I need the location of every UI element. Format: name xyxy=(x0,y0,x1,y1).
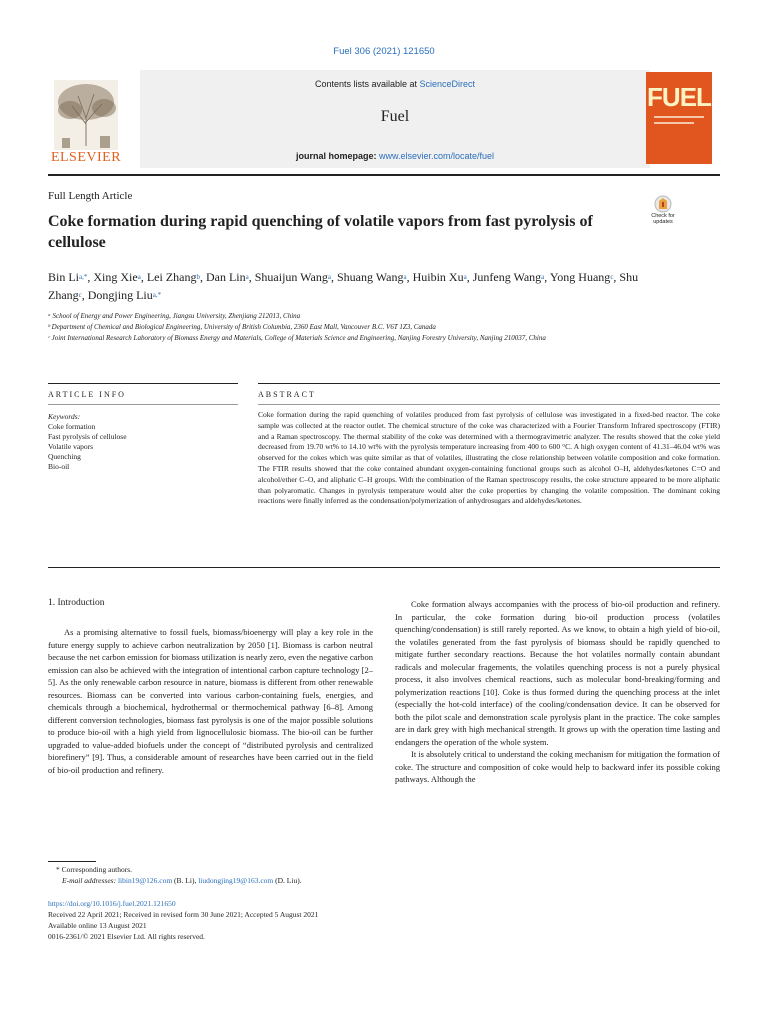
affiliation: ᶜ Joint International Research Laboratory of Biomass Energy and Materials, College of Materials Science and Engineering, Nanjing Forestry University, Nanjing 210037, China xyxy=(48,334,546,342)
keyword: Quenching xyxy=(48,452,81,461)
elsevier-wordmark: ELSEVIER xyxy=(50,150,122,165)
publication-info xyxy=(48,898,720,942)
keywords-label: Keywords: xyxy=(48,412,81,421)
author-affiliation-marker[interactable]: b xyxy=(196,273,200,281)
author-name: Shuang Wang xyxy=(337,270,404,284)
author-name: Dan Lin xyxy=(205,270,246,284)
affiliation: ᵇ Department of Chemical and Biological Engineering, University of British Columbia, 2360 East Mall, Vancouver B.C. V6T 1Z3, Canada xyxy=(48,323,436,331)
author-name: Lei Zhang xyxy=(146,270,197,284)
footnotes xyxy=(48,864,720,886)
cover-title: FUEL xyxy=(647,82,711,112)
homepage-line: journal homepage: www.elsevier.com/locate/fuel xyxy=(295,151,495,161)
author-affiliation-marker[interactable]: a,* xyxy=(79,273,88,281)
section-heading-introduction: 1. Introduction xyxy=(48,598,105,608)
affiliations xyxy=(48,311,648,344)
doi-link[interactable]: https://doi.org/10.1016/j.fuel.2021.121650 xyxy=(48,899,176,908)
keyword: Bio-oil xyxy=(48,462,70,471)
article-title: Coke formation during rapid quenching of volatile vapors from fast pyrolysis of cellulose xyxy=(48,213,593,251)
journal-banner xyxy=(140,70,650,168)
cover-stripe xyxy=(654,122,694,124)
keyword: Fast pyrolysis of cellulose xyxy=(48,432,127,441)
journal-cover[interactable] xyxy=(646,72,712,164)
keywords-block xyxy=(48,412,238,472)
author[interactable] xyxy=(550,270,614,284)
author[interactable] xyxy=(413,270,467,284)
received-dates: Received 22 April 2021; Received in revised form 30 June 2021; Accepted 5 August 2021 xyxy=(48,910,319,919)
divider xyxy=(48,567,720,568)
email-line: E-mail addresses: libin19@126.com (B. Li), liudongjing19@163.com (D. Liu). xyxy=(62,876,302,885)
journal-citation[interactable]: Fuel 306 (2021) 121650 xyxy=(333,46,435,57)
author-list: Bin $Li^{a,*}$, Xing Xie$^a$, Lei Zhang$^b$, Dan Lin$^a$, Shuaijun Wang$^a$, Shuang Wang$^a$, Huibin Xu$^a$, Junfeng Wang$^a$, Yong Huang$^c$, Shu Zhang$^c$, Dongjing Liu$^{a,*}$ xyxy=(48,270,639,302)
author-name: Dongjing Liu xyxy=(87,288,153,302)
affiliation: ᵃ School of Energy and Power Engineering, Jiangsu University, Zhenjiang 212013, China xyxy=(48,312,301,320)
author-affiliation-marker[interactable]: c xyxy=(610,273,614,281)
masthead xyxy=(48,70,720,170)
author-name: Shuaijun Wang xyxy=(254,270,328,284)
check-for-updates-button[interactable]: Check for updates xyxy=(646,195,680,231)
divider xyxy=(258,404,720,405)
author-name: Shu Zhang xyxy=(48,270,639,302)
cover-stripe xyxy=(654,116,704,118)
abstract-heading: ABSTRACT xyxy=(258,390,316,399)
author-affiliation-marker[interactable]: c xyxy=(78,291,82,299)
body-column-right xyxy=(395,598,720,786)
author[interactable] xyxy=(255,270,331,284)
article-type: Full Length Article xyxy=(48,190,133,202)
keyword: Coke formation xyxy=(48,422,96,431)
masthead-divider xyxy=(48,174,720,176)
abstract-text: Coke formation during the rapid quenching of volatiles produced from fast pyrolysis of cellulose was investigated in a fixed-bed reactor. The coke sample was collected at the reactor outlet. The chemical structure of the coke was characterized with a Fourier Transform Infrared spectroscopy (FTIR) and a Raman spectroscopy. The thermal stability of the coke was determined with a thermogravimetric analyzer. The results showed that the coke yield decreased from 19.70 wt% to 14.10 wt% with the pyrolysis temperature increasing from 400 to 600 °C. A high oxygen content of 41.31–46.04 wt% was observed for the cokes which was quite similar as that of volatiles, illustrating the close relationship between volatile composition and coke formation. The FTIR results showed that the coke contained abundant oxygen-containing functional groups such as alcohol O–H, aldehydes/ketones C=O and alcohol/ether C–O, and aliphatic C–H groups. With the combination of the Raman spectroscopy results, the coke structure appeared to be more aliphatic than polyaromatic. Changes in pyrolysis temperature would alter the coke properties by changing the volatile composition. The dominant coking reactions were finally inferred as the condensation/polymerization of anhydrosugars and aldehydes/ketones. xyxy=(258,410,720,506)
author-name: Yong Huang xyxy=(549,270,611,284)
author-affiliation-marker[interactable]: a xyxy=(137,273,141,281)
author-affiliation-marker[interactable]: a xyxy=(327,273,331,281)
author-name: Junfeng Wang xyxy=(472,270,542,284)
keyword: Volatile vapors xyxy=(48,442,94,451)
contents-line: Contents lists available at ScienceDirect xyxy=(314,79,476,89)
corresponding-note: * Corresponding authors. xyxy=(56,865,133,874)
journal-title: Fuel xyxy=(380,108,410,125)
body-paragraph: As a promising alternative to fossil fuels, biomass/bioenergy will play a key role in the future energy supply to achieve carbon neutralization by 2050 [1]. Biomass is carbon neutral because the net carbon emission for biomass utilization is nearly zero, even the negative carbon emission can also be achieved with the integration of intentional carbon capture technology [2–5]. As the only renewable carbon resource in nature, biomass is different from other renewable resources. Biomass can be converted into various carbon-containing fuels, energies, and chemicals through a biochemical, hydrothermal or thermochemical pathway [6–8]. Among different conversion technologies, biomass fast pyrolysis is one of the major possible solutions to produce bio-oil with a high yield from lignocellulosic biomass. The bio-oil can be further upgraded to value-added biofuels under the concept of “distributed pyrolysis and centralized biorefinery” [9]. Thus, a considerable amount of researches have been carried out in the field of bio-oil production and refinery. xyxy=(48,627,374,775)
author[interactable] xyxy=(337,270,407,284)
email-link-2[interactable]: liudongjing19@163.com xyxy=(198,876,274,885)
divider xyxy=(48,404,238,405)
author[interactable] xyxy=(93,270,140,284)
journal-homepage-link[interactable]: www.elsevier.com/locate/fuel xyxy=(378,151,495,161)
article-info-heading: ARTICLE INFO xyxy=(48,390,126,399)
copyright: 0016-2361/© 2021 Elsevier Ltd. All rights reserved. xyxy=(48,932,205,941)
author-affiliation-marker[interactable]: a xyxy=(463,273,467,281)
author-name: Bin Li xyxy=(48,270,80,284)
author[interactable] xyxy=(88,288,161,302)
email-link-1[interactable]: libin19@126.com xyxy=(117,876,173,885)
author[interactable] xyxy=(147,270,200,284)
keyword-list xyxy=(48,422,238,472)
author[interactable] xyxy=(473,270,545,284)
author-name: Huibin Xu xyxy=(412,270,464,284)
divider xyxy=(48,383,238,384)
body-paragraph: Coke formation always accompanies with the process of bio-oil production and refinery. In particular, the coke formation during bio-oil production process (volatiles quenching/condensation) is still rarely reported. As we know, to obtain a high yield of bio-oil, the volatiles generated from the fast pyrolysis of biomass should be rapidly quenched to mitigate further secondary reactions. Because the hot volatiles normally contain abundant radicals and molecular fragements, the volatiles quenching process is not a purely physical process, it also involves chemical reactions, such as molecular bond-breaking/forming and polymerization reactions [10]. Coke is thus formed during the quenching process at the inlet (especially the hot-cold interface) of the cooling/condensation device. It can be observed for both the pilot scale and demonstration scale pyrolysis plant in the practice. The coke samples are in dark grey with high mechanical strength. It grows up with the operation time lasting and endangers the operation of the whole system. xyxy=(395,599,720,747)
body-paragraph: It is absolutely critical to understand the coking mechanism for mitigation the formation of coke. The structure and composition of coke would help to backward infer its possible coking pathways. Although the xyxy=(395,749,720,784)
divider xyxy=(258,383,720,384)
author[interactable] xyxy=(48,270,87,284)
body-column-left xyxy=(48,626,373,776)
author-affiliation-marker[interactable]: a xyxy=(245,273,249,281)
available-date: Available online 13 August 2021 xyxy=(48,921,147,930)
author-affiliation-marker[interactable]: a xyxy=(403,273,407,281)
author-affiliation-marker[interactable]: a xyxy=(541,273,545,281)
author-affiliation-marker[interactable]: a,* xyxy=(152,291,162,299)
author[interactable] xyxy=(206,270,249,284)
footnote-divider xyxy=(48,861,96,862)
check-updates-icon xyxy=(646,195,680,213)
sciencedirect-link[interactable]: ScienceDirect xyxy=(419,79,476,89)
author-name: Xing Xie xyxy=(93,270,138,284)
